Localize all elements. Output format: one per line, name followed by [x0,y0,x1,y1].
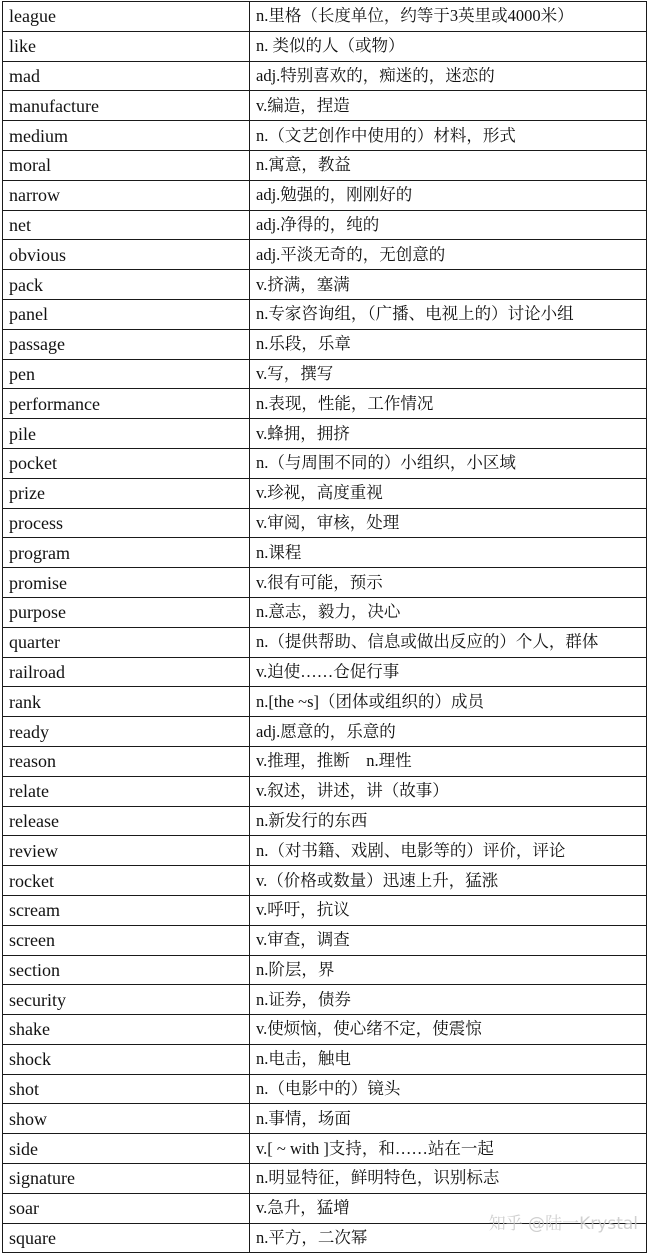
definition-cell: n.（对书籍、戏剧、电影等的）评价，评论 [250,836,647,866]
word-cell: pile [3,419,250,449]
definition-cell: n.电击，触电 [250,1044,647,1074]
table-row [3,150,647,180]
word-cell: program [3,538,250,568]
watermark: 知乎 @陆一Krystal [488,1214,638,1234]
definition-cell: v.审阅，审核，处理 [250,508,647,538]
definition-cell: adj.特别喜欢的，痴迷的，迷恋的 [250,61,647,91]
definition-cell: v.写，撰写 [250,359,647,389]
table-row [3,240,647,270]
word-cell: process [3,508,250,538]
table-row [3,2,647,32]
definition-cell: adj.净得的，纯的 [250,210,647,240]
word-cell: promise [3,568,250,598]
table-row [3,91,647,121]
word-cell: scream [3,895,250,925]
word-cell: railroad [3,657,250,687]
table-row [3,657,647,687]
definition-cell: n.寓意，教益 [250,150,647,180]
table-row [3,31,647,61]
word-cell: rocket [3,866,250,896]
vocabulary-table-body [3,2,647,1253]
definition-cell: n.证券，债券 [250,985,647,1015]
definition-cell: n.（电影中的）镜头 [250,1074,647,1104]
definition-cell: v.蜂拥，拥挤 [250,419,647,449]
word-cell: signature [3,1164,250,1194]
word-cell: ready [3,717,250,747]
table-row [3,568,647,598]
word-cell: panel [3,299,250,329]
vocabulary-table [2,1,647,1253]
definition-cell: v.叙述，讲述，讲（故事） [250,776,647,806]
definition-cell: adj.愿意的，乐意的 [250,717,647,747]
definition-cell: v.使烦恼，使心绪不定，使震惊 [250,1015,647,1045]
table-row [3,776,647,806]
word-cell: pocket [3,448,250,478]
table-row [3,389,647,419]
definition-cell: n.新发行的东西 [250,806,647,836]
word-cell: purpose [3,597,250,627]
table-row [3,627,647,657]
definition-cell: v.挤满，塞满 [250,270,647,300]
table-row [3,1134,647,1164]
table-row [3,1223,647,1253]
word-cell: review [3,836,250,866]
definition-cell: v.推理，推断 n.理性 [250,746,647,776]
word-cell: side [3,1134,250,1164]
table-row [3,359,647,389]
word-cell: performance [3,389,250,419]
word-cell: medium [3,121,250,151]
table-row [3,866,647,896]
word-cell: square [3,1223,250,1253]
word-cell: pen [3,359,250,389]
table-row [3,61,647,91]
definition-cell: v.（价格或数量）迅速上升，猛涨 [250,866,647,896]
word-cell: rank [3,687,250,717]
definition-cell: v.呼吁，抗议 [250,895,647,925]
word-cell: obvious [3,240,250,270]
table-row [3,597,647,627]
table-row [3,180,647,210]
word-cell: release [3,806,250,836]
table-row [3,746,647,776]
table-row [3,419,647,449]
definition-cell: n.（提供帮助、信息或做出反应的）个人，群体 [250,627,647,657]
word-cell: like [3,31,250,61]
definition-cell: v.[ ~ with ]支持，和……站在一起 [250,1134,647,1164]
definition-cell: n.意志，毅力，决心 [250,597,647,627]
definition-cell: v.很有可能，预示 [250,568,647,598]
table-row [3,836,647,866]
table-row [3,925,647,955]
word-cell: manufacture [3,91,250,121]
word-cell: screen [3,925,250,955]
definition-cell: v.编造，捏造 [250,91,647,121]
table-row [3,687,647,717]
definition-cell: adj.勉强的，刚刚好的 [250,180,647,210]
word-cell: mad [3,61,250,91]
table-row [3,717,647,747]
table-row [3,508,647,538]
definition-cell: n.阶层，界 [250,955,647,985]
word-cell: pack [3,270,250,300]
definition-cell: n.（文艺创作中使用的）材料，形式 [250,121,647,151]
definition-cell: v.急升，猛增 [250,1193,647,1223]
word-cell: reason [3,746,250,776]
definition-cell: n.课程 [250,538,647,568]
definition-cell: n.（与周围不同的）小组织，小区域 [250,448,647,478]
word-cell: security [3,985,250,1015]
definition-cell: n.专家咨询组，（广播、电视上的）讨论小组 [250,299,647,329]
table-row [3,1193,647,1223]
definition-cell: n.乐段，乐章 [250,329,647,359]
table-row [3,895,647,925]
word-cell: shock [3,1044,250,1074]
word-cell: quarter [3,627,250,657]
table-row [3,1104,647,1134]
word-cell: net [3,210,250,240]
definition-cell: n.明显特征，鲜明特色，识别标志 [250,1164,647,1194]
table-row [3,1044,647,1074]
table-row [3,1074,647,1104]
word-cell: narrow [3,180,250,210]
table-row [3,299,647,329]
definition-cell: adj.平淡无奇的，无创意的 [250,240,647,270]
table-row [3,210,647,240]
table-row [3,985,647,1015]
table-row [3,329,647,359]
definition-cell: n.事情，场面 [250,1104,647,1134]
definition-cell: v.珍视，高度重视 [250,478,647,508]
definition-cell: v.审查，调查 [250,925,647,955]
table-row [3,806,647,836]
definition-cell: v.迫使……仓促行事 [250,657,647,687]
table-row [3,121,647,151]
definition-cell: n.里格（长度单位，约等于3英里或4000米） [250,2,647,32]
word-cell: show [3,1104,250,1134]
word-cell: passage [3,329,250,359]
definition-cell: n.[the ~s]（团体或组织的）成员 [250,687,647,717]
table-row [3,1164,647,1194]
definition-cell: n.表现，性能，工作情况 [250,389,647,419]
table-row [3,478,647,508]
word-cell: shot [3,1074,250,1104]
word-cell: soar [3,1193,250,1223]
word-cell: section [3,955,250,985]
table-row [3,538,647,568]
definition-cell: n.平方，二次幂 [250,1223,647,1253]
word-cell: prize [3,478,250,508]
table-row [3,448,647,478]
table-row [3,955,647,985]
word-cell: league [3,2,250,32]
table-row [3,270,647,300]
table-row [3,1015,647,1045]
word-cell: relate [3,776,250,806]
definition-cell: n. 类似的人（或物） [250,31,647,61]
word-cell: shake [3,1015,250,1045]
word-cell: moral [3,150,250,180]
